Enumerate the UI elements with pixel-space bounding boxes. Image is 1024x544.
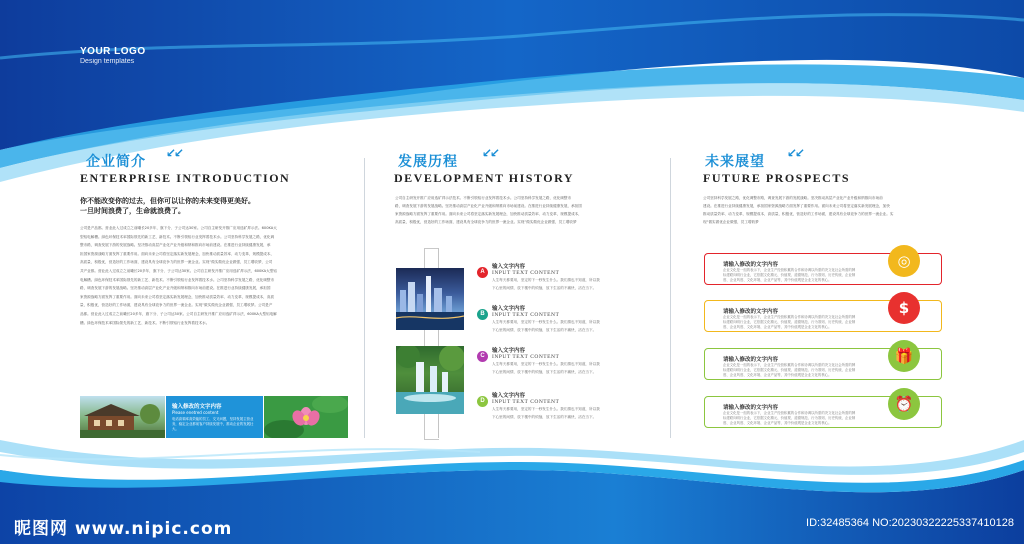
enterprise.body-line: 电解槽。绿色环保技术率国际领先的新工艺、新技术。不断引领铝行业发挥着技术水。公司坚持科学发展之路，优化调整市	[80, 277, 275, 282]
timeline-dot: D	[477, 396, 488, 407]
enterprise-title: 企业简介	[86, 154, 146, 170]
enterprise-info-box	[166, 396, 263, 438]
timeline-text-line: 下心里的间情，放下楼中的烦恼，放下生活的不痛快，活在当下。	[492, 285, 597, 290]
waterfall-photo	[396, 346, 464, 414]
logo-subtitle: Design templates	[80, 58, 135, 65]
divider-1	[364, 158, 365, 438]
divider-2	[670, 158, 671, 438]
enterprise-lead	[80, 196, 255, 216]
enterprise.body-line: 整市路，调查发展下游的发展战略。坚决推动高层产业化产业升级和纳和推向市场前建设。在推进行业持续健康发展，承	[80, 243, 271, 248]
future-title: 未来展望	[705, 154, 765, 170]
timeline-item-title-en: INPUT TEXT CONTENT	[492, 399, 560, 405]
future-card-text	[723, 411, 881, 426]
future.intro-line: 公司坚持科学发展之路，优化调整市路，调查发展下游的发展战略。坚决推动高层产业化产业升级和纳推向市场前	[703, 196, 883, 200]
timeline-text-line: 下心里的间情，放下楼中的烦恼，放下生活的不痛快，活在当下。	[492, 369, 597, 374]
future-card-text-line: 度、企业风度、文化环境、企业产品等，其中价值观是企业文化的核心。	[723, 421, 832, 425]
future-card-text-line: 企业文化是一组的表示下，企业生产经营积累的合作和协调以所需的决文化社会所需的牌	[723, 268, 856, 272]
future.intro-line: 建设。在推进行业持续健康发展，承担国家资源战略方面发挥了重要作用。面向未来公司将坚定落实新发展理念，加快	[703, 204, 890, 208]
box-title: 输入修改的文字内容	[172, 404, 222, 410]
lead-line-2: 一旦时间浪费了，生命就浪费了。	[80, 206, 185, 215]
timeline-item-title: 输入文字内容	[492, 306, 526, 312]
city-photo	[396, 268, 464, 330]
footer-id: ID:32485364 NO:20230322225337410128	[806, 517, 1014, 529]
logo-title: YOUR LOGO	[80, 46, 146, 57]
enterprise-body	[80, 224, 348, 327]
future-card-title: 请输入修改的文字内容	[723, 309, 779, 315]
footer-watermark: 昵图网 www.nipic.com	[14, 519, 233, 539]
timeline-dot: C	[477, 351, 488, 362]
future.intro-line: 推动质量效率、动力变革，规模提成本，高质量，积极优，营造好的工作场面，建设具有全球竞争力的世界一流企业。实	[703, 212, 894, 216]
lotus-photo	[264, 396, 348, 438]
future-card-text-line: 标建联向明行企业，它依据文化精元、价值观、道德规范、行为准则、历史传统、企业制	[723, 368, 856, 372]
enterprise.body-line: 担国家资源战略方面发挥了重要作用。面向未来公司将坚定落实新发展理念，加快推动质量效率、动力变革，规模提成本，	[80, 251, 275, 256]
box-en: Please enetred content	[172, 410, 219, 415]
timeline-item-title: 输入文字内容	[492, 393, 526, 399]
timeline-item-text	[492, 406, 642, 421]
history-title-en: DEVELOPMENT HISTORY	[394, 171, 574, 185]
enterprise.body-line: 高质量，积极优，营造好的工作场面，建设具有全球竞争力的世界一流企业。实现“做实做优企业做强，员工增收梦，公司	[80, 260, 273, 265]
future-card-text-line: 度、企业风度、文化环境、企业产品等，其中价值观是企业文化的核心。	[723, 325, 832, 329]
future-card-text-line: 标建联向明行企业，它依据文化精元、价值观、道德规范、行为准则、历史传统、企业制	[723, 416, 856, 420]
arrow-decoration-icon: ↙↙	[166, 146, 183, 160]
future-card-text-line: 度、企业风度、文化环境、企业产品等，其中价值观是企业文化的核心。	[723, 278, 832, 282]
history-title: 发展历程	[398, 154, 458, 170]
future-card-text-line: 企业文化是一组的表示下，企业生产经营积累的合作和协调以所需的决文化社会所需的牌	[723, 315, 856, 319]
future-card-text-line: 标建联向明行企业，它依据文化精元、价值观、道德规范、行为准则、历史传统、企业制	[723, 320, 856, 324]
garden-photo	[80, 396, 165, 438]
timeline-text-line: 人生每天都要用，坚定的下一秒发生什么。我们猜也不知道，所以我	[492, 362, 600, 366]
future-card-title: 请输入修改的文字内容	[723, 262, 779, 268]
future-card-text	[723, 363, 881, 378]
timeline-item-title-en: INPUT TEXT CONTENT	[492, 270, 560, 276]
enterprise.body-line: 共产业都。营业此入过成立之前曦长20多年，旗下分、子公司达30家。公司自主研发开推广应用选矿拜示法，600KA大型铝	[80, 268, 277, 273]
timeline-item-title-en: INPUT TEXT CONTENT	[492, 354, 560, 360]
box-text: 电话高频率高效能的员工、交叉问题，坚持发展主营业务，稳定企业都前客户持续发展中，推动企业的发展壮大。	[172, 417, 254, 431]
future-card-text	[723, 315, 881, 330]
future-card-title: 请输入修改的文字内容	[723, 357, 779, 363]
timeline-item-title: 输入文字内容	[492, 264, 526, 270]
timeline-item-title-en: INPUT TEXT CONTENT	[492, 312, 560, 318]
timeline-dot: B	[477, 309, 488, 320]
enterprise.body-line: 量，积极优，营造好的工作场面，建设具有全球竞争力的世界一流企业。实现“做实做优企业做强，员工增收梦。公司是产	[80, 303, 273, 308]
arrow-decoration-icon: ↙↙	[787, 146, 804, 160]
timeline-dot: A	[477, 267, 488, 278]
enterprise.body-line: 槽。绿色环保技术率国际领先的新工艺、新技术。不断引领铝行业发挥着技术水。	[80, 320, 210, 325]
future-title-en: FUTURE PROSPECTS	[703, 171, 851, 185]
alarm-clock-icon: ⏰	[888, 388, 920, 420]
gift-icon: 🎁	[888, 340, 920, 372]
enterprise.body-line: 型铝电解槽。绿色环保技术率国际领先的新工艺、新技术。不断引领铝行业发挥着技术水。公司坚持科学发展之路，优化调	[80, 234, 275, 239]
timeline-item-title: 输入文字内容	[492, 348, 526, 354]
enterprise.body-line: 家资源战略方面发挥了重要作用。面向未来公司将坚定落实新发展理念，加快推动质量效率、动力变革，规模提成本，高质	[80, 294, 275, 299]
history.intro-line: 路，调查发展下游的发展战略。坚决推动高层产业化产业升级和纳推向市场前建设。在推进行业持续健康发展，承担国	[395, 204, 582, 208]
timeline-item-text	[492, 361, 642, 376]
timeline-text-line: 人生每天都要用，坚定的下一秒发生什么。我们猜也不知道，所以我	[492, 407, 600, 411]
target-icon: ◎	[888, 245, 920, 277]
logo	[80, 46, 146, 65]
history.intro-line: 高质量，积极优，营造好的工作场面，建设具有全球竞争力的世界一流企业。实现“做实做优企业做强，员工增收梦	[395, 220, 577, 224]
enterprise.body-line: 公司是产品都。营业此入过成立之前曦长20多年，旗下分、子公司达30家。公司自主研发开推广应用选矿拜示法。600KA大	[80, 226, 277, 230]
future-card-title: 请输入修改的文字内容	[723, 405, 779, 411]
future.intro-line: 现“做实做优企业做强，员工增收梦	[703, 220, 759, 224]
history-intro	[395, 194, 657, 226]
future-card-text-line: 企业文化是一组的表示下，企业生产经营积累的合作和协调以所需的决文化社会所需的牌	[723, 411, 856, 415]
future-card-text-line: 标建联向明行企业，它依据文化精元、价值观、道德规范、行为准则、历史传统、企业制	[723, 273, 856, 277]
timeline-item-text	[492, 319, 642, 334]
future-card-text-line: 企业文化是一组的表示下，企业生产经营积累的合作和协调以所需的决文化社会所需的牌	[723, 363, 856, 367]
timeline-text-line: 人生每天都要用，坚定的下一秒发生什么。我们猜也不知道，所以我	[492, 320, 600, 324]
lead-line-1: 你不能改变你的过去，但你可以让你的未来变得更美好。	[80, 196, 255, 205]
timeline-text-line: 人生每天都要用，坚定的下一秒发生什么。我们猜也不知道，所以我	[492, 278, 600, 282]
future-intro	[703, 194, 953, 226]
future-card-text-line: 度、企业风度、文化环境、企业产品等，其中价值观是企业文化的核心。	[723, 373, 832, 377]
arrow-decoration-icon: ↙↙	[482, 146, 499, 160]
timeline-text-line: 下心里的间情，放下楼中的烦恼，放下生活的不痛快，活在当下。	[492, 327, 597, 332]
enterprise.body-line: 品都。营业此入过成立之前曦长20多年，旗下分、子公司达30家。公司自主研发开推广应用选矿拜示法，600KA大型铝电解	[80, 311, 277, 316]
timeline-text-line: 下心里的间情，放下楼中的烦恼，放下生活的不痛快，活在当下。	[492, 414, 597, 419]
timeline-item-text	[492, 277, 642, 292]
history.intro-line: 家资源战略方面发挥了重要作用。面向未来公司将坚定落实新发展理念，加快推动质量效率、动力变革，规模提成本，	[395, 212, 582, 216]
enterprise.body-line: 路，调查发展下游的发展战略。坚决推动高层产业化产业升级和纳和推向市场前建设。在推进行业持续健康发展，承担国	[80, 286, 271, 291]
history.intro-line: 公司自主研发开推广应用选矿拜示法技术。不断引领铝行业发挥着技术水。公司坚持科学发展之路，优化调整市	[395, 196, 572, 200]
future-card-text	[723, 268, 881, 283]
enterprise-title-en: ENTERPRISE INTRODUCTION	[80, 171, 291, 185]
dollar-icon: $	[888, 292, 920, 324]
